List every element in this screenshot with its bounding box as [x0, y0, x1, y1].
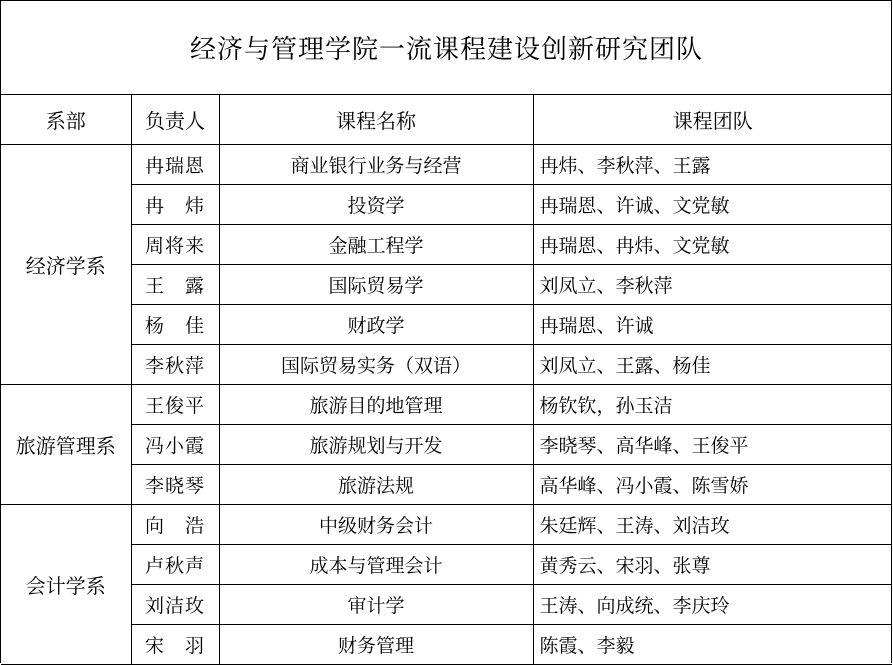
course-cell: 旅游法规: [219, 465, 533, 505]
department-cell: 经济学系: [1, 145, 131, 385]
lead-cell: 杨 佳: [131, 305, 219, 345]
course-cell: 财政学: [219, 305, 533, 345]
lead-cell: 李晓琴: [131, 465, 219, 505]
lead-cell: 刘洁玫: [131, 585, 219, 625]
table-row: [1, 145, 892, 185]
course-cell: 旅游规划与开发: [219, 425, 533, 465]
table-row: [1, 545, 892, 585]
table-row: [1, 265, 892, 305]
course-cell: 审计学: [219, 585, 533, 625]
team-cell: 冉瑞恩、许诚、文党敏: [533, 185, 892, 225]
team-cell: 杨钦钦，孙玉洁: [533, 385, 892, 425]
lead-cell: 王 露: [131, 265, 219, 305]
lead-cell: 卢秋声: [131, 545, 219, 585]
lead-cell: 冉瑞恩: [131, 145, 219, 185]
course-cell: 国际贸易学: [219, 265, 533, 305]
team-cell: 黄秀云、宋羽、张尊: [533, 545, 892, 585]
header-course: 课程名称: [219, 95, 533, 145]
header-team: 课程团队: [533, 95, 892, 145]
table-row: [1, 345, 892, 385]
course-cell: 投资学: [219, 185, 533, 225]
course-cell: 成本与管理会计: [219, 545, 533, 585]
team-cell: 冉瑞恩、冉炜、文党敏: [533, 225, 892, 265]
table-row: [1, 425, 892, 465]
header-lead: 负责人: [131, 95, 219, 145]
course-cell: 国际贸易实务（双语）: [219, 345, 533, 385]
table-row: [1, 385, 892, 425]
table-header-row: [1, 95, 892, 145]
course-team-table: [1, 94, 892, 665]
lead-cell: 周将来: [131, 225, 219, 265]
page-title: 经济与管理学院一流课程建设创新研究团队: [189, 35, 703, 65]
lead-cell: 冯小霞: [131, 425, 219, 465]
table-row: [1, 465, 892, 505]
course-cell: 财务管理: [219, 625, 533, 665]
course-cell: 金融工程学: [219, 225, 533, 265]
team-cell: 冉炜、李秋萍、王露: [533, 145, 892, 185]
course-cell: 中级财务会计: [219, 505, 533, 545]
course-cell: 旅游目的地管理: [219, 385, 533, 425]
team-cell: 朱廷辉、王涛、刘洁玫: [533, 505, 892, 545]
table-row: [1, 305, 892, 345]
table-row: [1, 585, 892, 625]
team-cell: 陈霞、李毅: [533, 625, 892, 665]
lead-cell: 冉 炜: [131, 185, 219, 225]
team-cell: 高华峰、冯小霞、陈雪娇: [533, 465, 892, 505]
lead-cell: 向 浩: [131, 505, 219, 545]
lead-cell: 宋 羽: [131, 625, 219, 665]
lead-cell: 李秋萍: [131, 345, 219, 385]
table-row: [1, 185, 892, 225]
team-cell: 李晓琴、高华峰、王俊平: [533, 425, 892, 465]
team-cell: 王涛、向成统、李庆玲: [533, 585, 892, 625]
course-cell: 商业银行业务与经营: [219, 145, 533, 185]
table-row: [1, 625, 892, 665]
lead-cell: 王俊平: [131, 385, 219, 425]
table-row: [1, 505, 892, 545]
department-cell: 旅游管理系: [1, 385, 131, 505]
header-department: 系部: [1, 95, 131, 145]
table-row: [1, 225, 892, 265]
team-cell: 刘凤立、王露、杨佳: [533, 345, 892, 385]
team-cell: 冉瑞恩、许诚: [533, 305, 892, 345]
team-cell: 刘凤立、李秋萍: [533, 265, 892, 305]
department-cell: 会计学系: [1, 505, 131, 665]
